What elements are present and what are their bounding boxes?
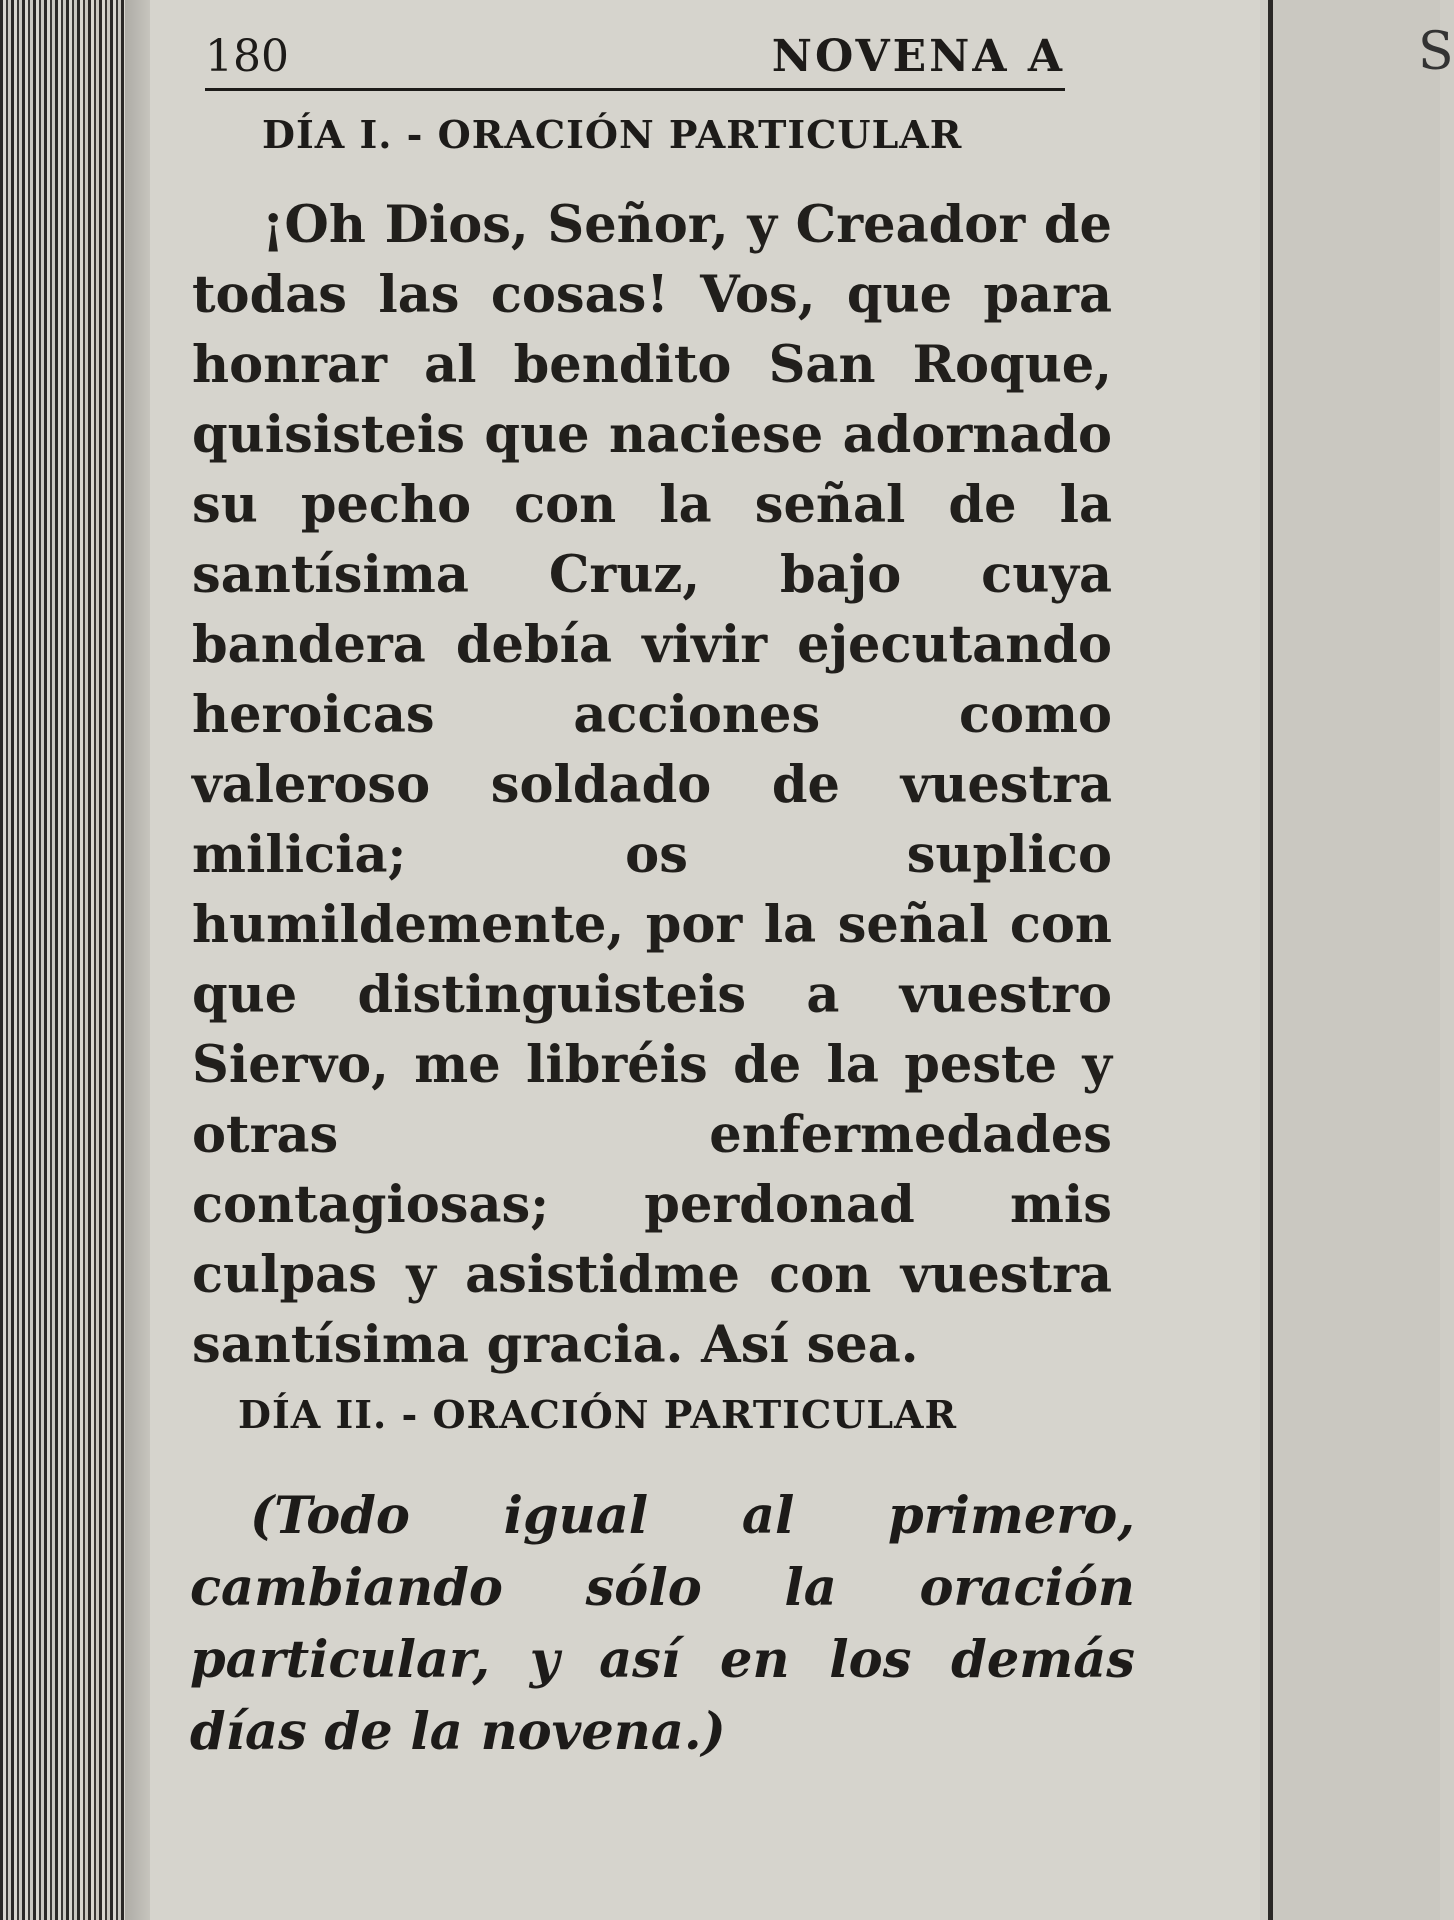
rubric-text-day-2: (Todo igual al primero, cambiando sólo la oración particular, y así en los demás días de la novena.): [190, 1486, 1135, 1762]
section-heading-day-1: DÍA I. - ORACIÓN PARTICULAR: [262, 112, 963, 157]
facing-page-strip: [1273, 0, 1440, 1920]
prayer-text-day-1: ¡Oh Dios, Señor, y Creador de todas las cosas! Vos, que para honrar al bendito San Roque, quisisteis que naciese adornado su pecho con la señal de la santísima Cruz, bajo cuya bandera debía vivir ejecutando heroicas acciones como valeroso soldado de vuestra milicia; os suplico humildemente, por la señal con que distinguisteis a vuestro Siervo, me libréis de la peste y otras enfermedades contagiosas; perdonad mis culpas y asistidme con vuestra santísima gracia. Así sea.: [192, 195, 1112, 1375]
facing-page-fragment: S: [1418, 22, 1454, 82]
running-header: [205, 18, 1065, 91]
page-number: 180: [205, 31, 289, 82]
section-heading-day-2: DÍA II. - ORACIÓN PARTICULAR: [238, 1392, 958, 1437]
page-stack-edges: [0, 0, 125, 1920]
running-title: NOVENA A: [771, 31, 1065, 82]
